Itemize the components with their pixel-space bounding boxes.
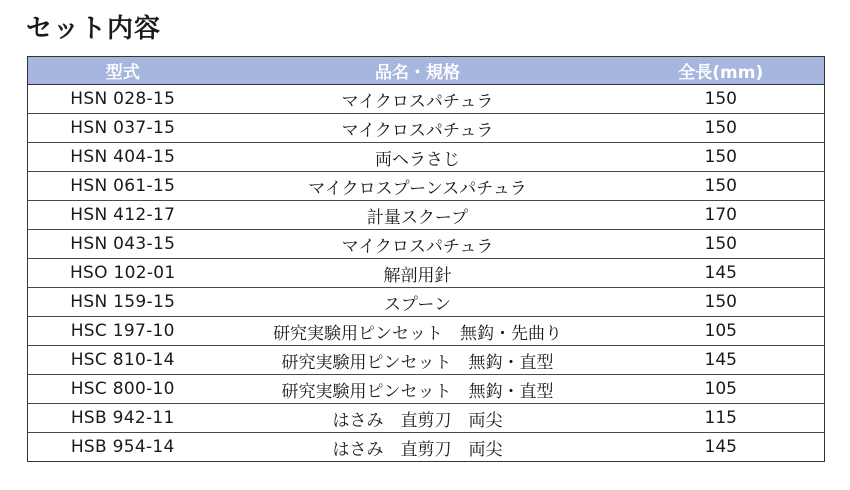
table-row: [28, 230, 825, 259]
table-row: [28, 201, 825, 230]
cell-length: 105: [618, 317, 825, 346]
cell-length: 145: [618, 259, 825, 288]
cell-length: 145: [704, 437, 737, 457]
cell-length: 150: [618, 114, 825, 143]
cell-length: 105: [618, 375, 825, 404]
cell-name: スプーン: [218, 288, 618, 317]
cell-model: HSN 412-17: [28, 201, 218, 230]
table-row: [28, 114, 825, 143]
cell-model: HSN 043-15: [28, 230, 218, 259]
column-header-length: 全長(mm): [618, 57, 825, 85]
column-header-model: 型式: [28, 57, 218, 85]
cell-name: 解剖用針: [218, 259, 618, 288]
table-row: [28, 172, 825, 201]
table-row: [28, 288, 825, 317]
cell-name: 研究実験用ピンセット 無鈎・直型: [218, 346, 618, 375]
table-row: [28, 375, 825, 404]
cell-model: HSN 037-15: [28, 114, 218, 143]
set-contents-table: [27, 56, 825, 462]
table-row: [28, 259, 825, 288]
cell-name: マイクロスパチュラ: [218, 85, 618, 114]
table-row: [28, 433, 825, 462]
table-row: [28, 143, 825, 172]
cell-name: 研究実験用ピンセット 無鈎・先曲り: [218, 317, 618, 346]
cell-model: HSB 954-14: [70, 437, 175, 457]
cell-length: 150: [618, 172, 825, 201]
cell-name: マイクロスプーンスパチュラ: [218, 172, 618, 201]
cell-length: 170: [618, 201, 825, 230]
cell-name: はさみ 直剪刀 両尖: [218, 404, 618, 433]
cell-name: 計量スクープ: [218, 201, 618, 230]
column-header-name: 品名・規格: [218, 57, 618, 85]
table-row: [28, 346, 825, 375]
cell-length: 150: [618, 230, 825, 259]
cell-name: マイクロスパチュラ: [218, 114, 618, 143]
cell-length: 150: [618, 85, 825, 114]
cell-name: 研究実験用ピンセット 無鈎・直型: [218, 375, 618, 404]
cell-length: 150: [618, 143, 825, 172]
cell-model: HSC 197-10: [28, 317, 218, 346]
table-row: [28, 317, 825, 346]
cell-length: 150: [618, 288, 825, 317]
cell-model: HSN 404-15: [28, 143, 218, 172]
cell-length: 145: [618, 346, 825, 375]
table-row: [28, 404, 825, 433]
table-row: [28, 85, 825, 114]
cell-model: HSB 942-11: [28, 404, 218, 433]
page-title: セット内容: [26, 14, 162, 44]
cell-model: HSN 028-15: [28, 85, 218, 114]
table-header-row: [28, 57, 825, 85]
cell-model: HSC 810-14: [28, 346, 218, 375]
cell-model: HSO 102-01: [28, 259, 218, 288]
cell-name: 両ヘラさじ: [218, 143, 618, 172]
cell-model: HSN 061-15: [28, 172, 218, 201]
cell-name: マイクロスパチュラ: [218, 230, 618, 259]
cell-model: HSC 800-10: [28, 375, 218, 404]
cell-model: HSN 159-15: [28, 288, 218, 317]
cell-name: はさみ 直剪刀 両尖: [332, 439, 503, 460]
cell-length: 115: [618, 404, 825, 433]
